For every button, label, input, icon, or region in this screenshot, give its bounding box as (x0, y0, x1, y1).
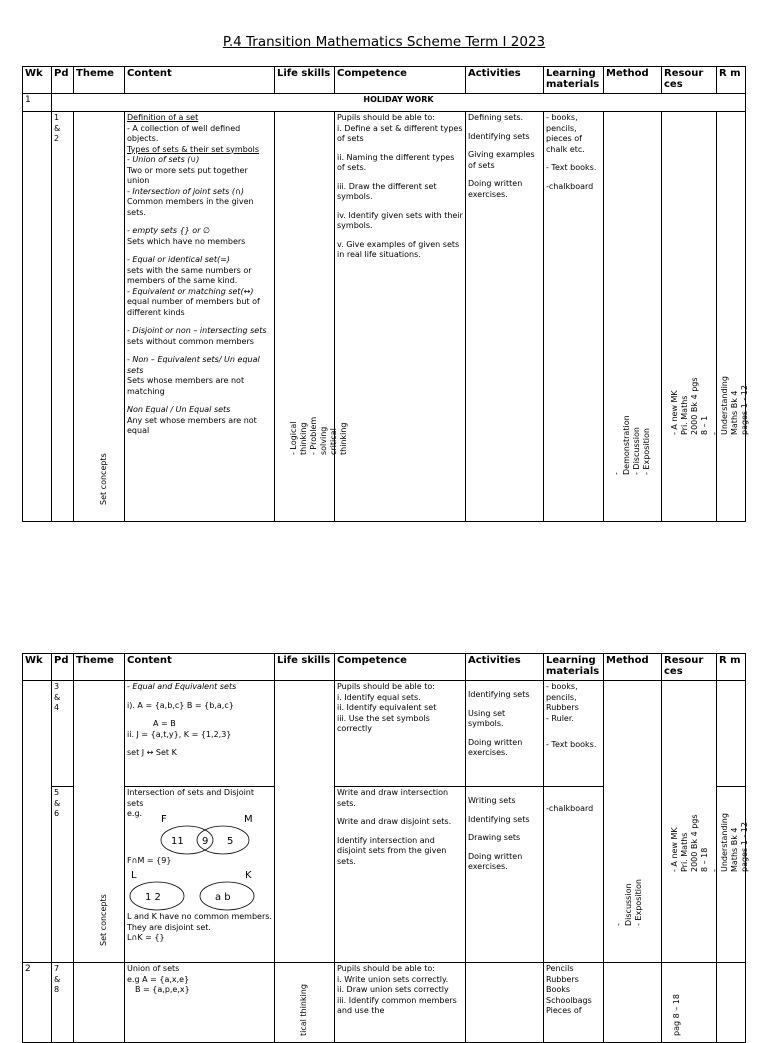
week-cell (23, 112, 52, 522)
activity-line: Using set symbols. (468, 708, 506, 728)
header-row (23, 654, 746, 681)
activity-line: Doing written exercises. (468, 851, 523, 871)
content-line: - Union of sets (∪) (127, 155, 200, 164)
header-pd: Pd (52, 654, 74, 681)
method-cell (604, 681, 662, 963)
header-learning-materials: Learning materials (544, 67, 604, 94)
header-activities: Activities (466, 67, 544, 94)
resources-cell (662, 963, 717, 1043)
competence-cell (335, 681, 466, 787)
period-cell: 5 & 6 (52, 787, 74, 963)
header-row (23, 67, 746, 94)
header-pd: Pd (52, 67, 74, 94)
material-line: - books, pencils, Rubbers (546, 682, 579, 712)
venn-left-label: F (161, 813, 167, 825)
venn-left-only: 11 (171, 835, 184, 847)
activity-line: Identifying sets (468, 690, 530, 699)
header-wk: Wk (23, 67, 52, 94)
resources-text: - A new MK Pri. Maths 2000 Bk 4 pgs 8 – 1 - Understanding Maths Bk 4 pages 1 - 12 (670, 376, 749, 435)
venn-diagram-intersecting (127, 812, 267, 856)
activity-line: Doing written exercises. (468, 737, 523, 757)
content-line: Definition of a set (127, 113, 199, 122)
life-skills-text: tical thinking (299, 984, 308, 1036)
period-cell: 3 & 4 (52, 681, 74, 787)
content-line: equal number of members but of different kinds (127, 297, 260, 317)
competence-line: i. Define a set & different types of sets (337, 123, 463, 143)
content-line: e.g. (127, 809, 143, 818)
scheme-table-2 (22, 653, 749, 1043)
content-line: - Equivalent or matching set(↔) (127, 286, 254, 296)
activities-cell (466, 681, 544, 787)
content-line: e.g A = {a,x,e} (127, 974, 190, 984)
content-line: L and K have no common members. They are disjoint set. (127, 912, 272, 932)
header-learning-materials: Learning materials (544, 654, 604, 681)
content-line: A = B (153, 719, 176, 728)
life-skills-cell (275, 681, 335, 963)
material-line: - Ruler. (546, 713, 574, 723)
materials-cell (544, 112, 604, 522)
material-line: - books, pencils, pieces of chalk etc. (546, 113, 585, 154)
content-line: F∩M = {9} (127, 855, 172, 865)
theme-text: Set concepts (99, 453, 108, 505)
resources-text: - A new MK Pri. Maths 2000 Bk 4 pgs 8 – 18 - Understanding Maths Bk 4 pages 1 - 12 (670, 813, 749, 872)
header-activities: Activities (466, 654, 544, 681)
competence-line: Pupils should be able to: (337, 682, 435, 691)
competence-line: Pupils should be able to: (337, 113, 435, 122)
method-cell (604, 112, 662, 522)
header-wk: Wk (23, 654, 52, 681)
material-line: - Text books. (546, 740, 597, 749)
competence-line: Identify intersection and disjoint sets from the given sets. (337, 835, 447, 866)
materials-cell (544, 681, 604, 787)
venn-left-members: 1 2 (145, 892, 161, 903)
activity-line: Identifying sets (468, 814, 530, 824)
content-cell (125, 681, 275, 787)
table-row (23, 963, 746, 1043)
activities-cell (466, 787, 544, 963)
activity-line: Writing sets (468, 796, 516, 805)
competence-line: Write and draw disjoint sets. (337, 817, 452, 826)
competence-line: i. Write union sets correctly. (337, 974, 449, 984)
header-theme: Theme (74, 67, 125, 94)
remarks-cell (717, 112, 746, 522)
content-line: Types of sets & their set symbols (127, 144, 260, 154)
competence-line: i. Identify equal sets. (337, 692, 421, 702)
table-row (23, 681, 746, 787)
competence-cell (335, 963, 466, 1043)
competence-line: iv. Identify given sets with their symbols. (337, 210, 463, 230)
content-line: Intersection of sets and Disjoint sets (127, 788, 255, 808)
venn-right-label: K (245, 870, 252, 881)
competence-line: Write and draw intersection sets. (337, 788, 449, 808)
remarks-cell (717, 963, 746, 1043)
header-method: Method (604, 67, 662, 94)
content-line: Sets which have no members (127, 236, 246, 246)
competence-line: iii. Use the set symbols correctly (337, 713, 430, 733)
activity-line: Defining sets. (468, 113, 524, 122)
venn-intersection: 9 (202, 835, 209, 847)
period-cell: 1 & 2 (52, 112, 74, 522)
venn-right-members: a b (215, 892, 231, 903)
venn-right-label: M (244, 813, 253, 825)
resources-cell (662, 112, 749, 522)
content-line: - Non – Equivalent sets/ Un equal sets (127, 355, 260, 375)
activity-line: Identifying sets (468, 131, 530, 141)
competence-line: iii. Identify common members and use the (337, 995, 457, 1015)
week-cell: 2 (23, 963, 52, 1043)
header-method: Method (604, 654, 662, 681)
material-line: -chalkboard (546, 804, 594, 813)
content-line: Sets whose members are not matching (127, 376, 245, 396)
header-rm: R m (717, 654, 746, 681)
holiday-row (23, 94, 746, 112)
competence-line: ii. Identify equivalent set (337, 703, 437, 712)
venn-right-only: 5 (227, 835, 234, 847)
content-line: B = {a,p,e,x} (135, 985, 190, 994)
content-line: set J ↔ Set K (127, 748, 177, 757)
content-line: - Equal and Equivalent sets (127, 682, 237, 691)
header-resources: Resour ces (662, 67, 717, 94)
life-skills-cell (275, 112, 348, 522)
materials-cell: Pencils Rubbers Books Schoolbags Pieces of (544, 963, 604, 1043)
period-cell: 7 & 8 (52, 963, 74, 1043)
activity-line: Drawing sets (468, 833, 521, 842)
content-line: - empty sets {} or ∅ (127, 226, 210, 235)
activity-line: Giving examples of sets (468, 150, 535, 170)
holiday-work-heading: HOLIDAY WORK (52, 94, 746, 112)
content-line: L∩K = {} (127, 933, 165, 942)
header-content: Content (125, 67, 275, 94)
content-cell (125, 112, 275, 522)
content-line: - Equal or identical set(=) (127, 255, 230, 264)
venn-diagram-disjoint (127, 866, 267, 912)
week-number: 1 (23, 94, 52, 112)
header-resources: Resour ces (662, 654, 717, 681)
life-skills-cell (275, 963, 335, 1043)
header-theme: Theme (74, 654, 125, 681)
venn-left-label: L (131, 870, 137, 881)
competence-line: Pupils should be able to: (337, 964, 435, 973)
material-line: -chalkboard (546, 181, 594, 191)
life-skills-text: - Logical thinking - Problem solving critical thinking (289, 416, 348, 455)
content-line: ii. J = {a,t,y}, K = {1,2,3} (127, 729, 232, 739)
content-line: Non Equal / Un Equal sets (127, 405, 231, 414)
competence-line: ii. Draw union sets correctly (337, 985, 449, 994)
competence-line: iii. Draw the different set symbols. (337, 181, 437, 201)
week-cell (23, 681, 52, 963)
method-text: - Discussion - Exposition (614, 879, 643, 926)
activity-line: Doing written exercises. (468, 179, 523, 199)
competence-line: v. Give examples of given sets in real life situations. (337, 239, 460, 259)
theme-cell (74, 963, 125, 1043)
method-text: - Demonstration - Discussion - Exposition (612, 415, 651, 475)
method-cell (604, 963, 662, 1043)
scheme-table-1 (22, 66, 749, 522)
content-line: Common members in the given sets. (127, 197, 254, 217)
header-life-skills: Life skills (275, 67, 335, 94)
header-rm: R m (717, 67, 746, 94)
remarks-cell (717, 681, 746, 787)
competence-cell (335, 112, 466, 522)
materials-cell (544, 787, 604, 963)
theme-cell (74, 681, 125, 963)
content-line: Two or more sets put together union (127, 165, 248, 185)
resources-text: pag 8 – 18 (672, 994, 681, 1036)
content-line: sets with the same numbers or members of the same kind. (127, 265, 252, 285)
competence-cell (335, 787, 466, 963)
activities-cell (466, 963, 544, 1043)
header-competence: Competence (335, 654, 466, 681)
table-row (23, 112, 746, 522)
resources-cell (662, 681, 749, 963)
theme-text: Set concepts (99, 894, 108, 946)
content-line: - Intersection of joint sets (∩) (127, 186, 244, 196)
content-cell (125, 963, 275, 1043)
header-competence: Competence (335, 67, 466, 94)
page-title: P.4 Transition Mathematics Scheme Term I 2023 (222, 34, 546, 50)
content-line: - A collection of well defined objects. (127, 123, 241, 143)
content-line: - Disjoint or non – intersecting sets (127, 326, 267, 335)
activities-cell (466, 112, 544, 522)
content-line: sets without common members (127, 336, 254, 346)
content-line: Any set whose members are not equal (127, 415, 257, 435)
header-life-skills: Life skills (275, 654, 335, 681)
content-line: Union of sets (127, 964, 180, 973)
material-line: - Text books. (546, 163, 597, 172)
content-line: i). A = {a,b,c} B = {b,a,c} (127, 700, 234, 710)
competence-line: ii. Naming the different types of sets. (337, 152, 455, 172)
content-cell (125, 787, 275, 963)
theme-cell (74, 112, 125, 522)
header-content: Content (125, 654, 275, 681)
